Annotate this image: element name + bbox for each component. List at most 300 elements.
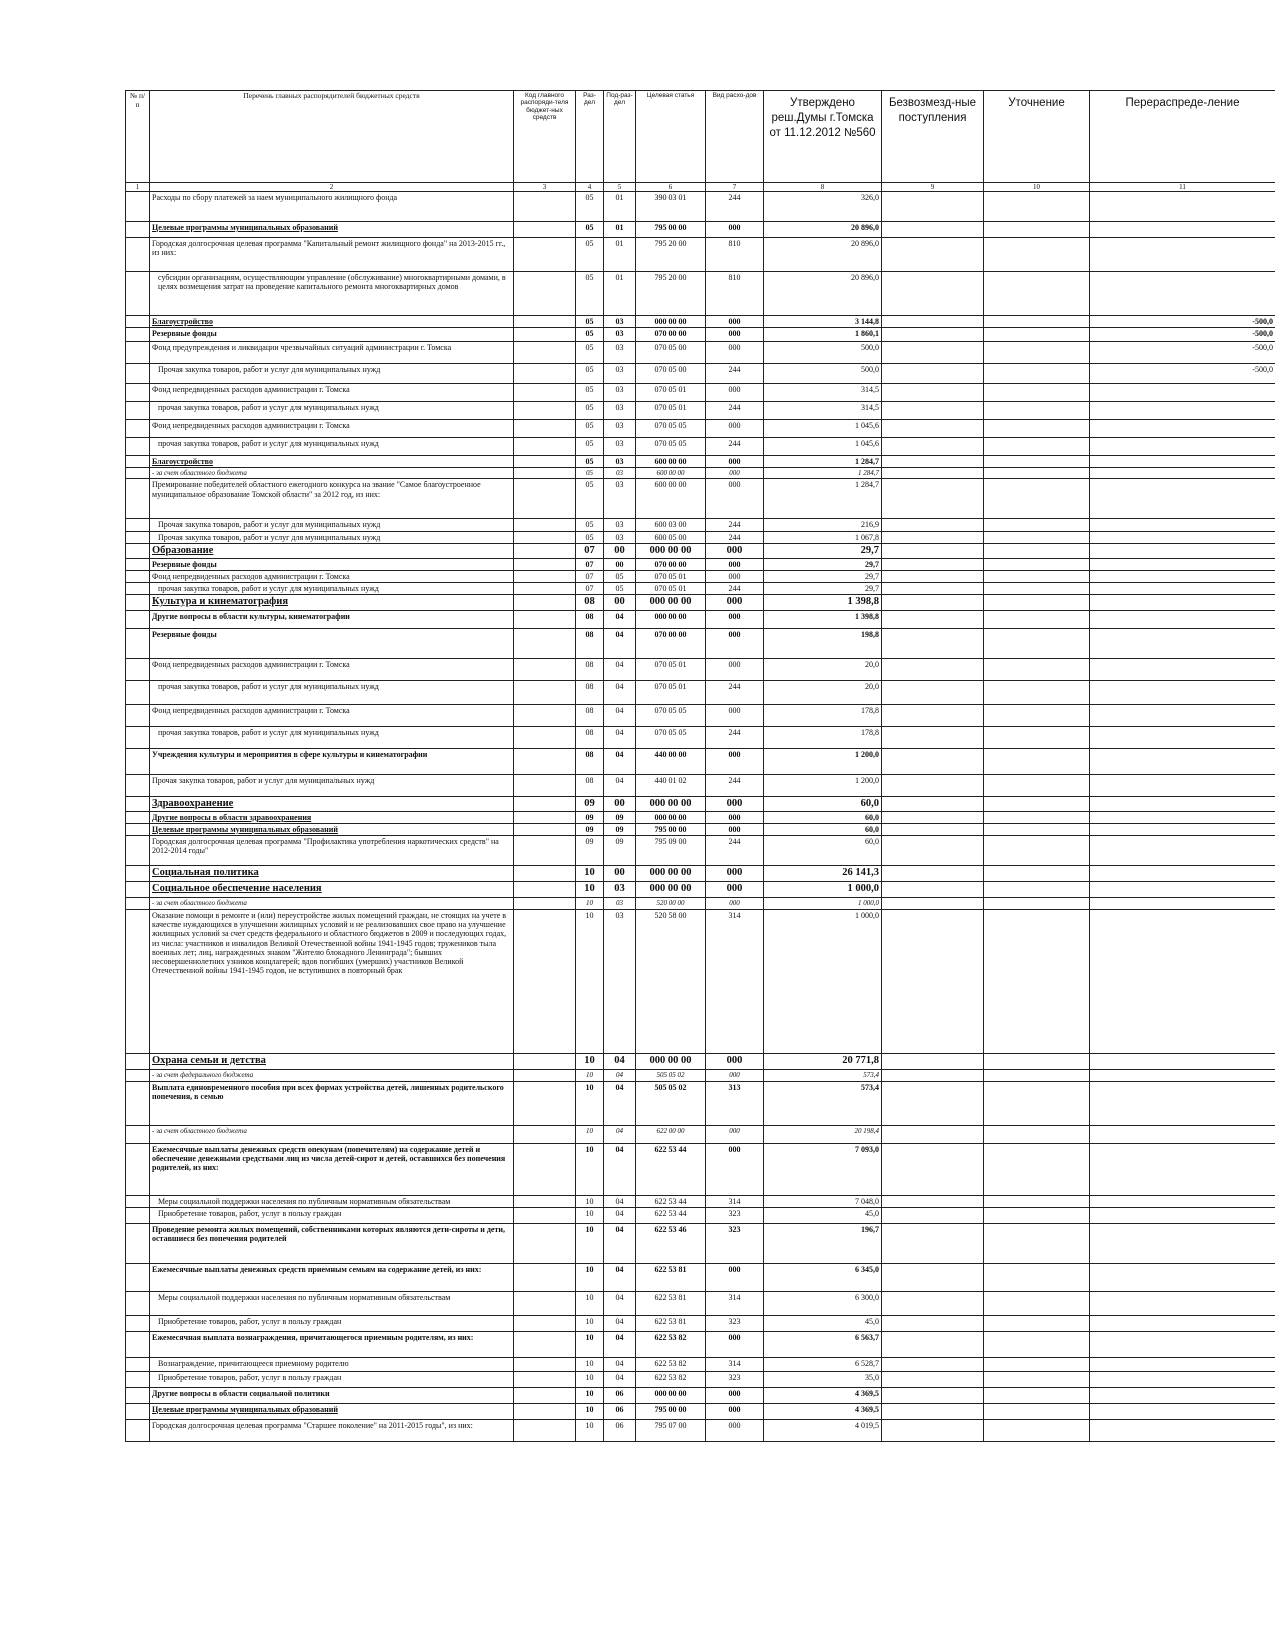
colnum: 11 xyxy=(1090,183,1275,192)
row-target: 795 00 00 xyxy=(636,823,706,835)
row-target: 622 53 81 xyxy=(636,1264,706,1292)
row-free xyxy=(882,909,984,1053)
row-type: 314 xyxy=(706,1292,764,1316)
row-free xyxy=(882,610,984,628)
table-row xyxy=(126,774,1275,796)
row-name: Другие вопросы в области социальной политики xyxy=(150,1388,514,1404)
row-name: Фонд непредвиденных расходов администрации г. Томска xyxy=(150,704,514,726)
row-free xyxy=(882,1372,984,1388)
row-free xyxy=(882,774,984,796)
row-code xyxy=(514,1125,576,1143)
table-row xyxy=(126,1332,1275,1358)
row-podrazdel: 01 xyxy=(604,222,636,238)
row-redistrib xyxy=(1090,438,1275,456)
row-refine xyxy=(984,726,1090,748)
row-type: 000 xyxy=(706,1125,764,1143)
row-free xyxy=(882,558,984,570)
row-refine xyxy=(984,909,1090,1053)
row-amount: 1 284,7 xyxy=(764,468,882,479)
row-redistrib xyxy=(1090,909,1275,1053)
table-row xyxy=(126,1372,1275,1388)
table-row xyxy=(126,823,1275,835)
row-name: Образование xyxy=(150,543,514,558)
row-code xyxy=(514,1292,576,1316)
row-amount: 1 067,8 xyxy=(764,531,882,543)
row-amount: 314,5 xyxy=(764,384,882,402)
row-refine xyxy=(984,1404,1090,1420)
row-refine xyxy=(984,595,1090,610)
row-free xyxy=(882,1125,984,1143)
row-type: 000 xyxy=(706,468,764,479)
row-type: 810 xyxy=(706,238,764,272)
row-type: 000 xyxy=(706,479,764,519)
row-type: 000 xyxy=(706,658,764,680)
row-free xyxy=(882,479,984,519)
row-podrazdel: 03 xyxy=(604,342,636,364)
row-target: 505 05 02 xyxy=(636,1081,706,1125)
row-number xyxy=(126,1195,150,1207)
row-free xyxy=(882,881,984,897)
colnum: 1 xyxy=(126,183,150,192)
column-number-row xyxy=(126,183,1275,192)
row-free xyxy=(882,680,984,704)
row-razdel: 10 xyxy=(576,1420,604,1442)
table-row xyxy=(126,897,1275,909)
row-redistrib xyxy=(1090,658,1275,680)
row-name: Охрана семьи и детства xyxy=(150,1053,514,1069)
row-number xyxy=(126,774,150,796)
row-code xyxy=(514,558,576,570)
row-number xyxy=(126,222,150,238)
row-amount: 20,0 xyxy=(764,658,882,680)
row-redistrib xyxy=(1090,222,1275,238)
row-free xyxy=(882,1069,984,1081)
table-row xyxy=(126,519,1275,531)
row-redistrib xyxy=(1090,1404,1275,1420)
row-number xyxy=(126,192,150,222)
row-razdel: 09 xyxy=(576,796,604,811)
row-name: Выплата единовременного пособия при всех формах устройства детей, лишенных родительского попечения, в семью xyxy=(150,1081,514,1125)
row-razdel: 07 xyxy=(576,583,604,595)
row-number xyxy=(126,1358,150,1372)
row-refine xyxy=(984,583,1090,595)
row-amount: 1 200,0 xyxy=(764,774,882,796)
table-row xyxy=(126,628,1275,658)
row-podrazdel: 06 xyxy=(604,1420,636,1442)
row-target: 000 00 00 xyxy=(636,316,706,328)
row-refine xyxy=(984,222,1090,238)
row-podrazdel: 06 xyxy=(604,1388,636,1404)
row-name: Резервные фонды xyxy=(150,558,514,570)
row-redistrib xyxy=(1090,774,1275,796)
table-row xyxy=(126,1125,1275,1143)
row-target: 622 53 82 xyxy=(636,1358,706,1372)
row-target: 622 00 00 xyxy=(636,1125,706,1143)
row-type: 810 xyxy=(706,272,764,316)
row-razdel: 10 xyxy=(576,1316,604,1332)
row-amount: 1 284,7 xyxy=(764,479,882,519)
row-razdel: 05 xyxy=(576,192,604,222)
row-podrazdel: 09 xyxy=(604,811,636,823)
row-target: 070 00 00 xyxy=(636,628,706,658)
header-free: Безвозмезд-ные поступления xyxy=(882,91,984,183)
row-target: 600 00 00 xyxy=(636,456,706,468)
row-type: 314 xyxy=(706,1195,764,1207)
row-refine xyxy=(984,1388,1090,1404)
row-name: Приобретение товаров, работ, услуг в пользу граждан xyxy=(150,1372,514,1388)
header-type: Вид расхо-дов xyxy=(706,91,764,183)
row-free xyxy=(882,1081,984,1125)
header-target: Целевая статья xyxy=(636,91,706,183)
row-redistrib: -500,0 xyxy=(1090,316,1275,328)
row-refine xyxy=(984,402,1090,420)
row-redistrib xyxy=(1090,583,1275,595)
row-target: 070 05 01 xyxy=(636,402,706,420)
row-type: 000 xyxy=(706,342,764,364)
row-razdel: 08 xyxy=(576,595,604,610)
row-name: Вознаграждение, причитающееся приемному родителю xyxy=(150,1358,514,1372)
row-amount: 178,8 xyxy=(764,726,882,748)
row-podrazdel: 03 xyxy=(604,897,636,909)
row-podrazdel: 04 xyxy=(604,1195,636,1207)
row-name: Другие вопросы в области культуры, кинематографии xyxy=(150,610,514,628)
row-target: 000 00 00 xyxy=(636,610,706,628)
row-free xyxy=(882,316,984,328)
table-row xyxy=(126,1264,1275,1292)
row-redistrib xyxy=(1090,897,1275,909)
row-number xyxy=(126,1069,150,1081)
colnum: 10 xyxy=(984,183,1090,192)
row-redistrib xyxy=(1090,1372,1275,1388)
row-name: Прочая закупка товаров, работ и услуг для муниципальных нужд xyxy=(150,774,514,796)
row-podrazdel: 00 xyxy=(604,543,636,558)
row-refine xyxy=(984,823,1090,835)
row-podrazdel: 04 xyxy=(604,1125,636,1143)
row-refine xyxy=(984,680,1090,704)
row-name: Социальная политика xyxy=(150,865,514,881)
row-target: 600 05 00 xyxy=(636,531,706,543)
row-refine xyxy=(984,811,1090,823)
row-podrazdel: 04 xyxy=(604,726,636,748)
budget-rows xyxy=(126,192,1275,1442)
row-podrazdel: 03 xyxy=(604,364,636,384)
row-amount: 29,7 xyxy=(764,558,882,570)
row-target: 795 00 00 xyxy=(636,1404,706,1420)
row-redistrib xyxy=(1090,881,1275,897)
row-free xyxy=(882,897,984,909)
row-code xyxy=(514,1372,576,1388)
row-amount: 20,0 xyxy=(764,680,882,704)
row-code xyxy=(514,238,576,272)
row-podrazdel: 03 xyxy=(604,531,636,543)
row-type: 244 xyxy=(706,438,764,456)
row-free xyxy=(882,328,984,342)
row-amount: 20 896,0 xyxy=(764,272,882,316)
row-number xyxy=(126,595,150,610)
table-row xyxy=(126,583,1275,595)
row-number xyxy=(126,571,150,583)
row-free xyxy=(882,1316,984,1332)
row-target: 070 00 00 xyxy=(636,558,706,570)
row-podrazdel: 00 xyxy=(604,595,636,610)
row-refine xyxy=(984,1292,1090,1316)
row-target: 000 00 00 xyxy=(636,811,706,823)
header-razdel: Раз-дел xyxy=(576,91,604,183)
row-podrazdel: 04 xyxy=(604,774,636,796)
row-refine xyxy=(984,1420,1090,1442)
row-code xyxy=(514,384,576,402)
table-row xyxy=(126,726,1275,748)
row-podrazdel: 04 xyxy=(604,1053,636,1069)
row-target: 000 00 00 xyxy=(636,595,706,610)
row-razdel: 08 xyxy=(576,748,604,774)
row-amount: 1 000,0 xyxy=(764,909,882,1053)
row-name: Прочая закупка товаров, работ и услуг для муниципальных нужд xyxy=(150,364,514,384)
row-name: Культура и кинематография xyxy=(150,595,514,610)
row-amount: 216,9 xyxy=(764,519,882,531)
row-name: Целевые программы муниципальных образований xyxy=(150,823,514,835)
row-type: 000 xyxy=(706,1404,764,1420)
table-row xyxy=(126,1292,1275,1316)
header-approved: Утверждено реш.Думы г.Томска от 11.12.2012 №560 xyxy=(764,91,882,183)
row-razdel: 09 xyxy=(576,823,604,835)
row-type: 314 xyxy=(706,1358,764,1372)
row-name: Ежемесячные выплаты денежных средств опекунам (попечителям) на содержание детей и обеспечение денежными средствами лиц из числа детей-сирот и детей, оставшихся без попечения родителей, из них: xyxy=(150,1143,514,1195)
row-number xyxy=(126,881,150,897)
row-code xyxy=(514,438,576,456)
row-target: 070 05 05 xyxy=(636,420,706,438)
row-name: Благоустройство xyxy=(150,316,514,328)
row-redistrib: -500,0 xyxy=(1090,364,1275,384)
row-refine xyxy=(984,468,1090,479)
row-podrazdel: 04 xyxy=(604,1316,636,1332)
row-razdel: 05 xyxy=(576,420,604,438)
row-type: 244 xyxy=(706,726,764,748)
row-free xyxy=(882,364,984,384)
row-podrazdel: 03 xyxy=(604,328,636,342)
row-number xyxy=(126,658,150,680)
row-refine xyxy=(984,420,1090,438)
row-target: 070 05 01 xyxy=(636,384,706,402)
row-number xyxy=(126,456,150,468)
row-podrazdel: 03 xyxy=(604,456,636,468)
row-number xyxy=(126,316,150,328)
row-redistrib xyxy=(1090,1069,1275,1081)
row-target: 000 00 00 xyxy=(636,543,706,558)
row-number xyxy=(126,531,150,543)
row-refine xyxy=(984,610,1090,628)
row-target: 505 05 02 xyxy=(636,1069,706,1081)
row-amount: 29,7 xyxy=(764,583,882,595)
row-free xyxy=(882,420,984,438)
table-row xyxy=(126,438,1275,456)
row-code xyxy=(514,881,576,897)
header-number: № п/п xyxy=(126,91,150,183)
row-number xyxy=(126,384,150,402)
row-free xyxy=(882,519,984,531)
row-free xyxy=(882,823,984,835)
row-amount: 500,0 xyxy=(764,342,882,364)
row-refine xyxy=(984,796,1090,811)
row-free xyxy=(882,865,984,881)
row-target: 070 05 01 xyxy=(636,571,706,583)
table-row xyxy=(126,1316,1275,1332)
row-podrazdel: 05 xyxy=(604,583,636,595)
row-podrazdel: 04 xyxy=(604,1332,636,1358)
row-redistrib xyxy=(1090,456,1275,468)
row-redistrib xyxy=(1090,610,1275,628)
row-code xyxy=(514,835,576,865)
row-target: 000 00 00 xyxy=(636,1388,706,1404)
row-free xyxy=(882,726,984,748)
row-amount: 60,0 xyxy=(764,835,882,865)
header-redistrib: Перераспреде-ление xyxy=(1090,91,1275,183)
row-code xyxy=(514,823,576,835)
table-row xyxy=(126,1208,1275,1224)
row-code xyxy=(514,1208,576,1224)
table-row xyxy=(126,595,1275,610)
row-free xyxy=(882,1292,984,1316)
row-podrazdel: 01 xyxy=(604,238,636,272)
row-razdel: 05 xyxy=(576,402,604,420)
table-row xyxy=(126,222,1275,238)
row-name: Городская долгосрочная целевая программа "Капитальный ремонт жилищного фонда" на 2013-2015 гг., из них: xyxy=(150,238,514,272)
row-name: Фонд предупреждения и ликвидации чрезвычайных ситуаций администрации г. Томска xyxy=(150,342,514,364)
row-name: Расходы по сбору платежей за наем муниципального жилищного фонда xyxy=(150,192,514,222)
header-row xyxy=(126,91,1275,183)
row-type: 000 xyxy=(706,1264,764,1292)
row-free xyxy=(882,704,984,726)
row-amount: 45,0 xyxy=(764,1208,882,1224)
row-podrazdel: 04 xyxy=(604,1143,636,1195)
row-number xyxy=(126,558,150,570)
table-row xyxy=(126,238,1275,272)
row-refine xyxy=(984,881,1090,897)
row-razdel: 10 xyxy=(576,1388,604,1404)
row-podrazdel: 04 xyxy=(604,1081,636,1125)
row-redistrib xyxy=(1090,1358,1275,1372)
row-target: 000 00 00 xyxy=(636,881,706,897)
row-code xyxy=(514,1195,576,1207)
row-podrazdel: 03 xyxy=(604,420,636,438)
row-type: 244 xyxy=(706,531,764,543)
row-name: Городская долгосрочная целевая программа "Профилактика употребления наркотических средств" на 2012-2014 годы" xyxy=(150,835,514,865)
row-podrazdel: 04 xyxy=(604,1069,636,1081)
row-podrazdel: 03 xyxy=(604,909,636,1053)
row-name: - за счет областного бюджета xyxy=(150,468,514,479)
row-refine xyxy=(984,328,1090,342)
row-free xyxy=(882,1208,984,1224)
row-razdel: 05 xyxy=(576,468,604,479)
row-free xyxy=(882,1195,984,1207)
row-razdel: 07 xyxy=(576,543,604,558)
row-name: Меры социальной поддержки населения по публичным нормативным обязательствам xyxy=(150,1292,514,1316)
row-free xyxy=(882,272,984,316)
row-razdel: 10 xyxy=(576,1264,604,1292)
row-number xyxy=(126,1264,150,1292)
row-podrazdel: 05 xyxy=(604,571,636,583)
row-podrazdel: 04 xyxy=(604,1264,636,1292)
table-row xyxy=(126,835,1275,865)
row-amount: 4 369,5 xyxy=(764,1388,882,1404)
row-number xyxy=(126,1292,150,1316)
row-target: 520 58 00 xyxy=(636,909,706,1053)
row-target: 070 05 05 xyxy=(636,438,706,456)
row-razdel: 10 xyxy=(576,1195,604,1207)
row-code xyxy=(514,468,576,479)
row-code xyxy=(514,1143,576,1195)
colnum: 5 xyxy=(604,183,636,192)
row-code xyxy=(514,420,576,438)
row-name: Целевые программы муниципальных образований xyxy=(150,222,514,238)
row-redistrib xyxy=(1090,835,1275,865)
row-amount: 1 200,0 xyxy=(764,748,882,774)
row-podrazdel: 04 xyxy=(604,658,636,680)
row-razdel: 10 xyxy=(576,1143,604,1195)
header-name: Перечень главных распорядителей бюджетных средств xyxy=(150,91,514,183)
row-free xyxy=(882,402,984,420)
row-free xyxy=(882,1264,984,1292)
row-number xyxy=(126,811,150,823)
colnum: 2 xyxy=(150,183,514,192)
row-redistrib xyxy=(1090,543,1275,558)
row-refine xyxy=(984,897,1090,909)
row-code xyxy=(514,897,576,909)
row-redistrib xyxy=(1090,519,1275,531)
table-row xyxy=(126,1069,1275,1081)
row-name: прочая закупка товаров, работ и услуг для муниципальных нужд xyxy=(150,438,514,456)
row-number xyxy=(126,1404,150,1420)
row-refine xyxy=(984,1081,1090,1125)
row-podrazdel: 04 xyxy=(604,1372,636,1388)
row-razdel: 10 xyxy=(576,1081,604,1125)
row-name: Здравоохранение xyxy=(150,796,514,811)
row-code xyxy=(514,1081,576,1125)
row-podrazdel: 03 xyxy=(604,479,636,519)
table-row xyxy=(126,748,1275,774)
row-amount: 1 398,8 xyxy=(764,610,882,628)
row-code xyxy=(514,1358,576,1372)
table-row xyxy=(126,704,1275,726)
row-target: 070 05 00 xyxy=(636,342,706,364)
row-razdel: 08 xyxy=(576,774,604,796)
row-type: 244 xyxy=(706,774,764,796)
row-redistrib xyxy=(1090,1053,1275,1069)
row-name: Приобретение товаров, работ, услуг в пользу граждан xyxy=(150,1208,514,1224)
row-number xyxy=(126,1332,150,1358)
row-podrazdel: 04 xyxy=(604,1208,636,1224)
row-redistrib: -500,0 xyxy=(1090,328,1275,342)
row-code xyxy=(514,1388,576,1404)
row-refine xyxy=(984,558,1090,570)
row-number xyxy=(126,835,150,865)
row-number xyxy=(126,796,150,811)
table-row xyxy=(126,531,1275,543)
row-razdel: 08 xyxy=(576,658,604,680)
row-refine xyxy=(984,519,1090,531)
row-razdel: 10 xyxy=(576,1069,604,1081)
row-podrazdel: 04 xyxy=(604,628,636,658)
row-podrazdel: 03 xyxy=(604,316,636,328)
row-free xyxy=(882,1332,984,1358)
row-number xyxy=(126,402,150,420)
row-type: 323 xyxy=(706,1316,764,1332)
row-code xyxy=(514,364,576,384)
row-razdel: 10 xyxy=(576,909,604,1053)
row-refine xyxy=(984,192,1090,222)
row-name: Меры социальной поддержки населения по публичным нормативным обязательствам xyxy=(150,1195,514,1207)
row-free xyxy=(882,748,984,774)
